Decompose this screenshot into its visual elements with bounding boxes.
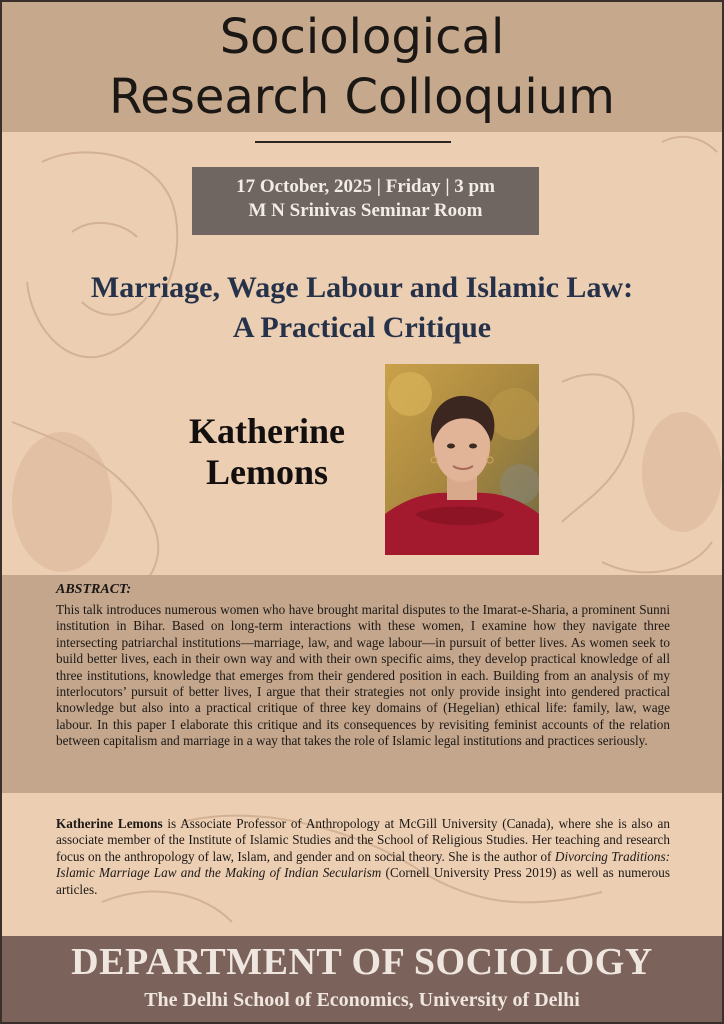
- talk-title-line1: Marriage, Wage Labour and Islamic Law:: [90, 271, 634, 304]
- title-divider: [255, 141, 451, 143]
- abstract-heading: ABSTRACT:: [56, 582, 132, 597]
- bio-text-part1: is Associate Professor of Anthropology at McGill University (Canada), where she is also an associate member of the Institute of Islamic Studies and the School of Religious Studies. Her teaching and research focus on the anthropology of law, Islam, and gender and on social theory. She is the author of: [56, 816, 670, 864]
- event-venue: M N Srinivas Seminar Room: [248, 200, 483, 221]
- abstract-text: This talk introduces numerous women who have brought marital disputes to the Imarat-e-Sharia, a prominent Sunni institution in Bihar. Based on long-term interactions with these women, I examine how they navigate three intersecting patriarchal institutions—marriage, law, and wage labour—in pursuit of better lives. As women seek to build better lives, each in their own way and with their own specific aims, they develop practical knowledge of all three institutions, knowledge that emerges from their gendered position in each. Building from an analysis of my interlocutors’ pursuit of better lives, I argue that their strategies not only provide insight into gendered practical knowledge but also into a practical critique of three key domains of (Hegelian) ethical life: family, law, wage labour. In this paper I elaborate this critique and its consequences by revisiting feminist accounts of the relation between capitalism and marriage in a way that takes the role of Islamic legal institutions and practices seriously.: [56, 602, 670, 749]
- bio-speaker-name: Katherine Lemons: [56, 816, 163, 831]
- speaker-photo: [385, 364, 539, 555]
- series-title-line2: Research Colloquium: [109, 69, 615, 125]
- institution-name: The Delhi School of Economics, University of Delhi: [144, 989, 580, 1011]
- bio-text-part2: (Cornell University Press 2019) as well as numerous articles.: [56, 865, 671, 897]
- speaker-portrait-image: [385, 364, 539, 555]
- event-datetime: 17 October, 2025 | Friday | 3 pm: [236, 176, 495, 197]
- speaker-bio: [56, 816, 670, 898]
- department-name: DEPARTMENT OF SOCIOLOGY: [71, 941, 653, 983]
- series-title-line1: Sociological: [219, 9, 505, 65]
- speaker-first-name: Katherine: [189, 411, 345, 451]
- speaker-last-name: Lemons: [205, 452, 328, 492]
- bio-book-title: Divorcing Traditions: Islamic Marriage Law and the Making of Indian Secularism: [56, 848, 670, 881]
- talk-title-line2: A Practical Critique: [232, 311, 492, 344]
- event-details-box: [192, 167, 539, 235]
